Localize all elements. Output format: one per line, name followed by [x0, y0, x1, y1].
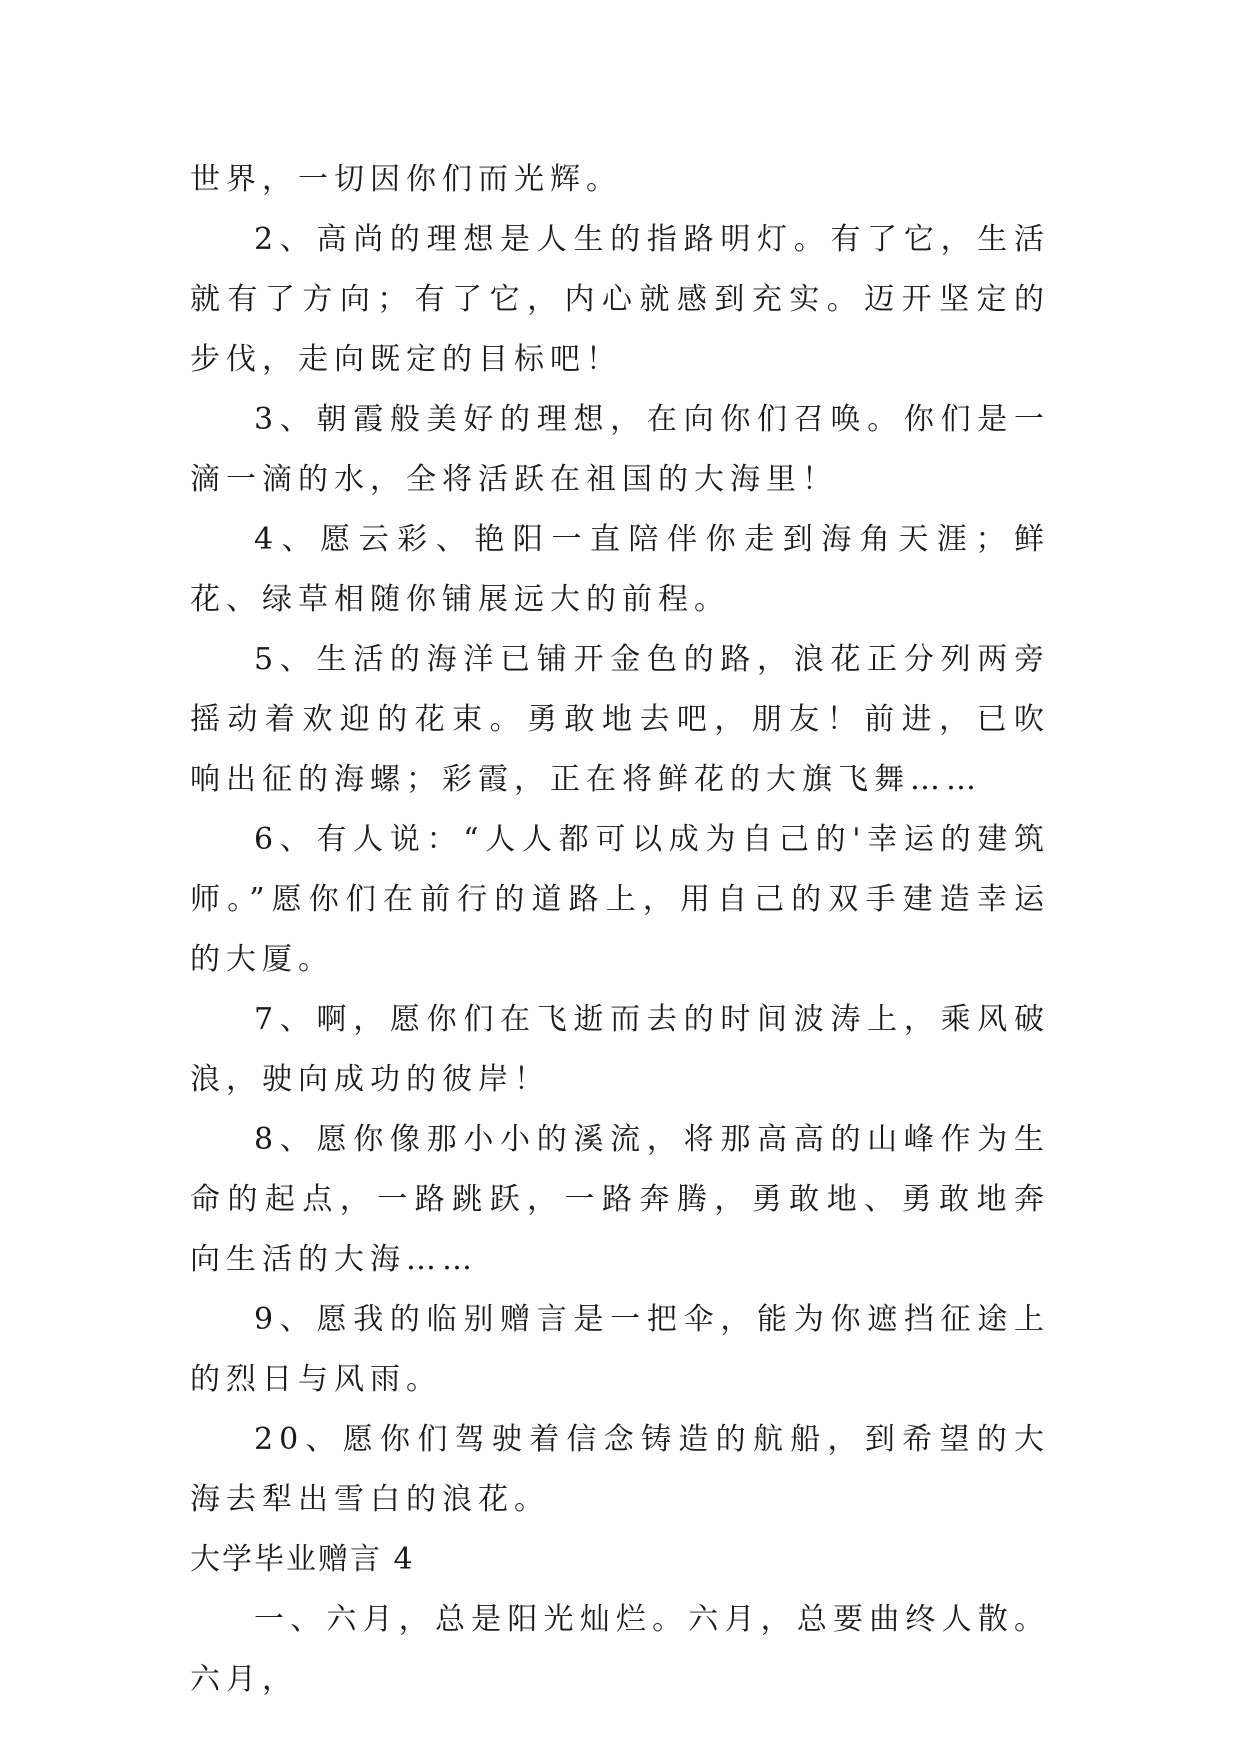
paragraph-item-8: 8、愿你像那小小的溪流，将那高高的山峰作为生命的起点，一路跳跃，一路奔腾，勇敢地、勇敢地奔向生活的大海…… — [190, 1122, 1050, 1277]
paragraph-item-4: 4、愿云彩、艳阳一直陪伴你走到海角天涯；鲜花、绿草相随你铺展远大的前程。 — [190, 522, 1050, 617]
paragraph-section-start: 一、六月，总是阳光灿烂。六月，总要曲终人散。六月， — [190, 1602, 1050, 1697]
paragraph-item-9: 9、愿我的临别赠言是一把伞，能为你遮挡征途上的烈日与风雨。 — [190, 1302, 1050, 1397]
paragraph-item-6: 6、有人说：“人人都可以成为自己的'幸运的建筑师。”愿你们在前行的道路上，用自己的双手建造幸运的大厦。 — [190, 822, 1050, 977]
paragraph-item-3: 3、朝霞般美好的理想，在向你们召唤。你们是一滴一滴的水，全将活跃在祖国的大海里！ — [190, 402, 1050, 497]
paragraph-item-7: 7、啊，愿你们在飞逝而去的时间波涛上，乘风破浪，驶向成功的彼岸！ — [190, 1002, 1050, 1097]
paragraph-item-5: 5、生活的海洋已铺开金色的路，浪花正分列两旁摇动着欢迎的花束。勇敢地去吧，朋友！前进，已吹响出征的海螺；彩霞，正在将鲜花的大旗飞舞…… — [190, 642, 1050, 797]
section-heading: 大学毕业赠言 4 — [190, 1542, 415, 1577]
paragraph-continuation: 世界，一切因你们而光辉。 — [190, 162, 622, 197]
document-body — [190, 150, 1050, 1710]
paragraph-item-2: 2、高尚的理想是人生的指路明灯。有了它，生活就有了方向；有了它，内心就感到充实。迈开坚定的步伐，走向既定的目标吧！ — [190, 222, 1050, 377]
paragraph-item-20: 20、愿你们驾驶着信念铸造的航船，到希望的大海去犁出雪白的浪花。 — [190, 1422, 1050, 1517]
